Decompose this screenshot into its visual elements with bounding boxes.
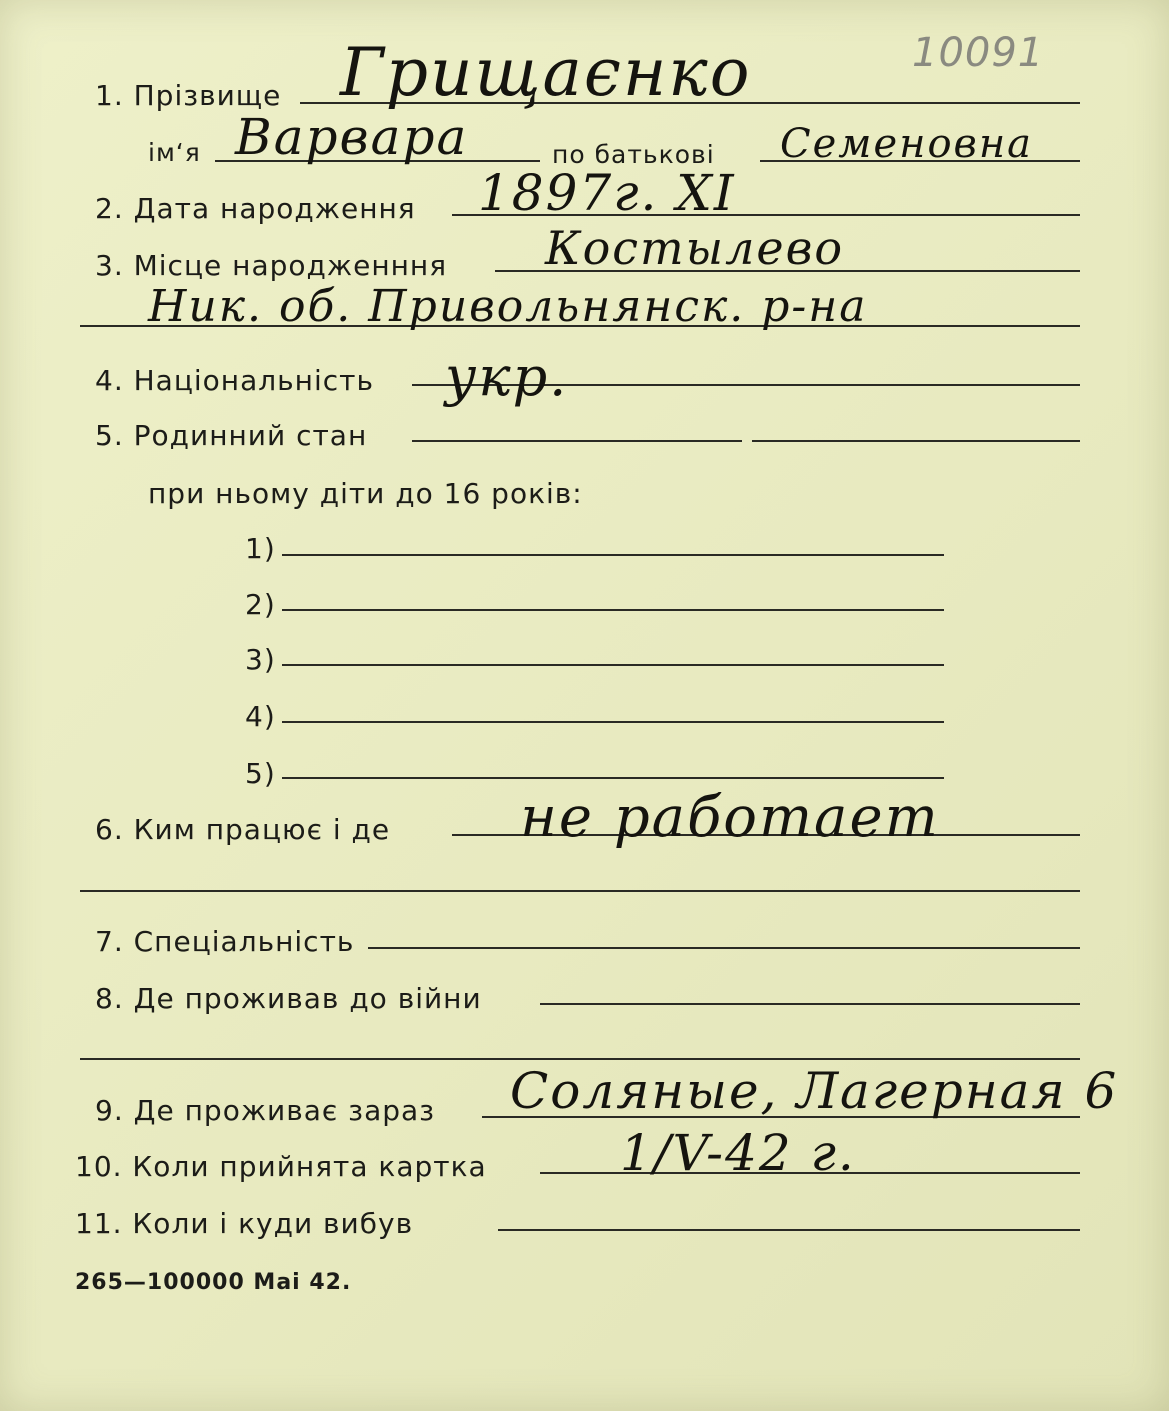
surname-label: 1. Прізвище [95, 79, 282, 112]
family-status-line-2 [752, 440, 1080, 442]
name-label: ім‘я [148, 138, 201, 167]
child-3-label: 3) [245, 643, 276, 676]
family-status-line-1 [412, 440, 742, 442]
child-5-line [282, 777, 944, 779]
current-residence-label: 9. Де проживає зараз [95, 1094, 436, 1127]
child-1-line [282, 554, 944, 556]
patronymic-value: Семеновна [780, 121, 1034, 167]
departure-label: 11. Коли і куди вибув [75, 1207, 414, 1240]
card-accepted-value: 1/V-42 г. [620, 1124, 856, 1182]
patronymic-label: по батькові [552, 140, 715, 169]
birthplace-label: 3. Місце народженння [95, 249, 448, 282]
child-2-line [282, 609, 944, 611]
current-residence-value: Соляные, Лагерная 6 [510, 1062, 1119, 1120]
print-run-footer: 265—100000 Маі 42. [75, 1270, 352, 1295]
children-label: при ньому діти до 16 років: [148, 477, 583, 510]
card-accepted-label: 10. Коли прийнята картка [75, 1150, 487, 1183]
prewar-residence-label: 8. Де проживав до війни [95, 982, 482, 1015]
child-1-label: 1) [245, 532, 276, 565]
child-4-line [282, 721, 944, 723]
family-status-label: 5. Родинний стан [95, 419, 368, 452]
name-value: Варвара [235, 108, 469, 166]
prewar-residence-line-1 [540, 1003, 1080, 1005]
specialty-line [368, 947, 1080, 949]
prewar-residence-line-2 [80, 1058, 1080, 1060]
birthdate-label: 2. Дата народження [95, 192, 416, 225]
child-4-label: 4) [245, 700, 276, 733]
surname-value: Грищаєнко [340, 34, 752, 111]
archive-number: 10091 [912, 30, 1045, 76]
birthplace-value-1: Костылево [545, 221, 845, 275]
work-line-2 [80, 890, 1080, 892]
birthplace-value-2: Ник. об. Привольнянск. р-на [148, 281, 868, 332]
work-label: 6. Ким працює і де [95, 813, 391, 846]
nationality-value: укр. [445, 345, 569, 408]
child-3-line [282, 664, 944, 666]
specialty-label: 7. Спеціальність [95, 925, 355, 958]
child-5-label: 5) [245, 757, 276, 790]
work-value: не работает [520, 785, 940, 850]
departure-line [498, 1229, 1080, 1231]
nationality-label: 4. Національність [95, 364, 374, 397]
birthdate-value: 1897г. XI [478, 164, 736, 222]
child-2-label: 2) [245, 588, 276, 621]
